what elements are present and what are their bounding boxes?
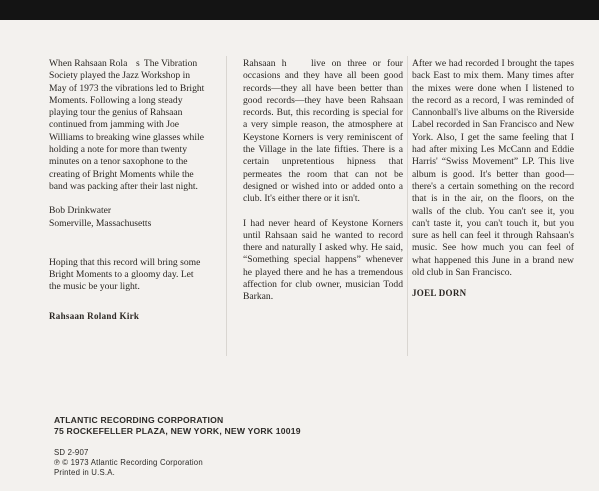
footer-address: 75 ROCKEFELLER PLAZA, NEW YORK, NEW YORK 10019 <box>54 426 301 436</box>
column-divider <box>226 56 227 356</box>
column3-signature-joel-dorn: JOEL DORN <box>412 288 467 299</box>
column1-signature-place: Somerville, Massachusetts <box>49 217 152 229</box>
footer-company: ATLANTIC RECORDING CORPORATION <box>54 415 224 425</box>
liner-notes-column-2 <box>243 58 403 304</box>
top-black-bar <box>0 0 599 20</box>
column-divider <box>407 56 408 356</box>
footer-printed: Printed in U.S.A. <box>54 468 116 477</box>
column2-paragraph2: I had never heard of Keystone Korners until Rahsaan said he wanted to record there and naturally I asked why. He said, “Something special happens” whenever he played there and he has a tremendous affection for club owner, musician Todd Barkan. <box>243 217 403 303</box>
column2-paragraph1: Rahsaan h live on three or four occasions and they have all been good records—they all have been better than good records—they have been Rahsaan records. But, this recording is special for a very simple reason, the atmosphere at Keystone Korners is very reminiscent of the Village in the late fifties. There is a certain unpretentious hipness that permeates the room that can not be designed or wished into or added onto a club. It's either there or it isn't. <box>243 58 403 205</box>
footer-catalog-number: SD 2-907 <box>54 448 89 457</box>
footer-copyright: ℗ © 1973 Atlantic Recording Corporation <box>54 458 203 467</box>
column1-paragraph2: Hoping that this record will bring some Bright Moments to a gloomy day. Let the music be your light. <box>49 256 201 293</box>
column1-paragraph1: When Rahsaan Rola s The Vibration Society played the Jazz Workshop in May of 1973 the vibrations led to Bright Moments. Following a long steady playing tour the genius of Rahsaan continued from jamming with Joe Williams to breaking wine glasses while holding a note for more than twenty minutes on a tenor saxophone to the creating of Bright Moments while the band was packing after their last night. <box>49 58 205 192</box>
label-footer <box>54 415 301 478</box>
liner-notes-column-3 <box>412 58 574 300</box>
column1-signature-name: Bob Drinkwater <box>49 205 112 217</box>
column3-paragraph1: After we had recorded I brought the tapes back East to mix them. Many times after the mixes were done when I listened to the record as a record, I was reminded of Cannonball's live albums on the Riverside Label recorded in San Francisco and New York. Also, I get the same feeling that I had after mixing Les McCann and Eddie Harris' “Swiss Movement” LP. This live album is good. It's better than good—there's a certain something on the record that is in the air, on the floors, on the walls of the club. You can't see it, you can't taste it, you can't touch it, but you sure as hell can feel it through Rahsaan's music. See how much you can feel of what happened this June in a brand new old club in San Francisco. <box>412 58 574 279</box>
liner-notes-column-1 <box>49 58 207 322</box>
column1-signature-rahsaan: Rahsaan Roland Kirk <box>49 310 140 321</box>
